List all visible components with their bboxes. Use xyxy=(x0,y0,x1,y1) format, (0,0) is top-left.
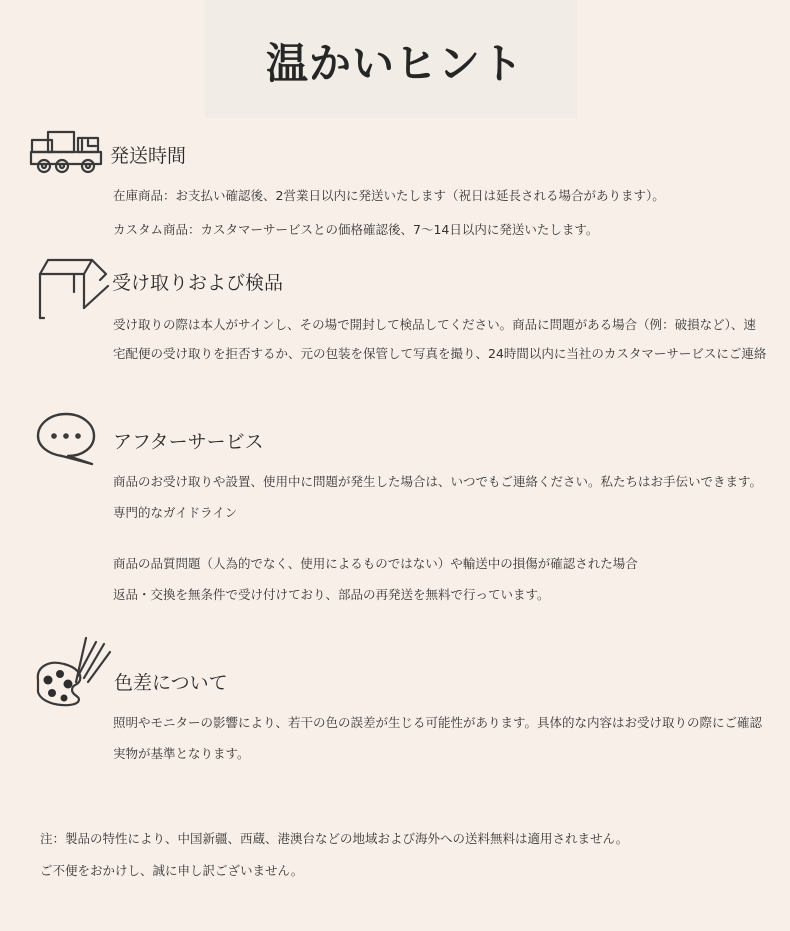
apology-note: ご不便をおかけし、誠に申し訳ございません。 xyxy=(40,863,304,878)
section-line: 商品のお受け取りや設置、使用中に問題が発生した場合は、いつでもご連絡ください。私たちはお手伝いできます。 xyxy=(113,474,763,489)
section-line: カスタム商品：カスタマーサービスとの価格確認後、7〜14日以内に発送いたします。 xyxy=(113,222,599,237)
section-heading-after-service: アフターサービス xyxy=(113,431,264,453)
section-line: 実物が基準となります。 xyxy=(113,746,250,761)
section-line: 宅配便の受け取りを拒否するか、元の包装を保管して写真を撮り、24時間以内に当社のカスタマーサービスにご連絡 xyxy=(113,346,767,361)
palette-icon xyxy=(32,636,112,710)
section-heading-receiving: 受け取りおよび検品 xyxy=(112,272,284,294)
shipping-exclusion-note: 注：製品の特性により、中国新疆、西蔵、港澳台などの地域および海外への送料無料は適用されません。 xyxy=(40,831,629,846)
section-line: 受け取りの際は本人がサインし、その場で開封して検品してください。商品に問題がある場合（例：破損など）、速 xyxy=(113,317,756,332)
package-icon xyxy=(34,256,112,322)
section-heading-color-difference: 色差について xyxy=(114,672,228,694)
section-line: 専門的なガイドライン xyxy=(113,505,238,520)
section-line: 照明やモニターの影響により、若干の色の誤差が生じる可能性があります。具体的な内容はお受け取りの際にご確認 xyxy=(113,715,763,730)
section-line: 商品の品質問題（人為的でなく、使用によるものではない）や輸送中の損傷が確認された場合 xyxy=(113,556,638,571)
truck-icon xyxy=(28,128,104,176)
page-title: 温かいヒント xyxy=(265,39,524,88)
section-line: 在庫商品：お支払い確認後、2営業日以内に発送いたします（祝日は延長される場合があります）。 xyxy=(113,188,665,203)
section-heading-shipping: 発送時間 xyxy=(110,145,187,167)
section-line: 返品・交換を無条件で受け付けており、部品の再発送を無料で行っています。 xyxy=(113,587,550,602)
chat-bubble-icon xyxy=(34,410,98,468)
